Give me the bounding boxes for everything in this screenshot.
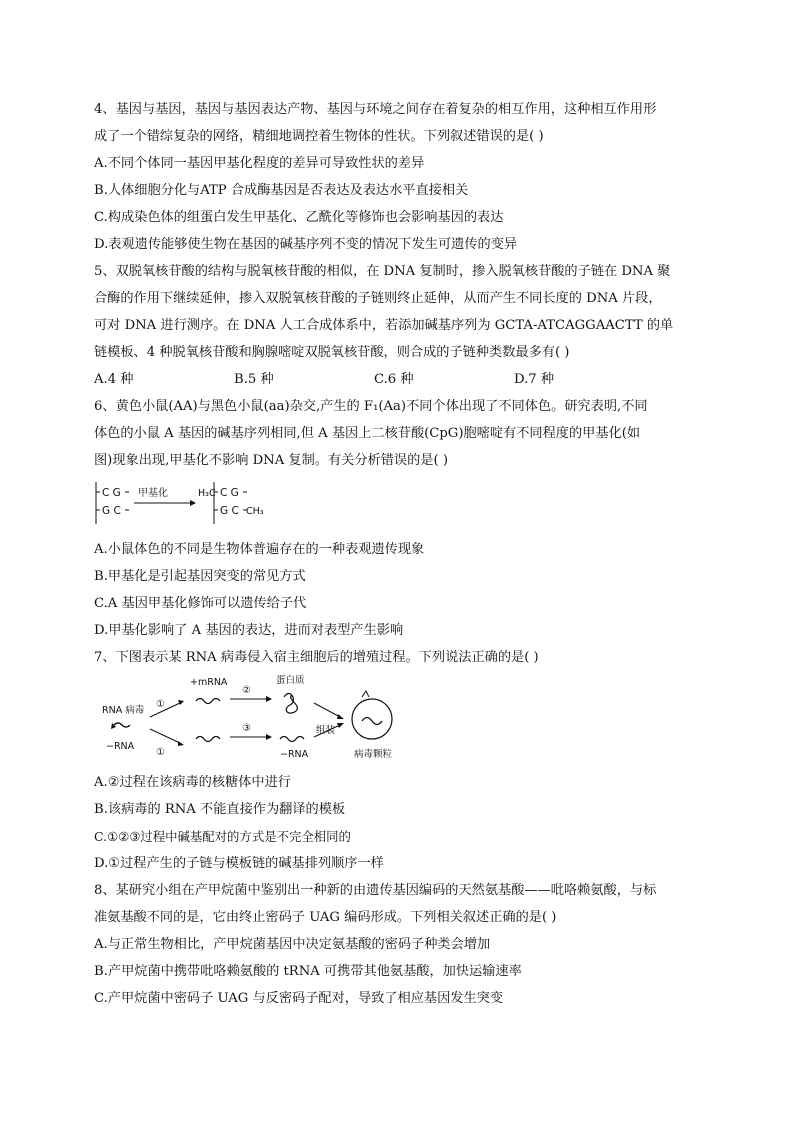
arrow-head: [190, 500, 196, 506]
q7-option-d: D.①过程产生的子链与模板链的碱基排列顺序一样: [94, 856, 384, 871]
step-2: ②: [242, 685, 251, 696]
q7-option-a: A.②过程在该病毒的核糖体中进行: [94, 775, 291, 790]
q4-stem-line1: 4、基因与基因，基因与基因表达产物、基因与环境之间存在着复杂的相互作用，这种相互作用形: [94, 102, 657, 117]
minus-rna-strand-right: [280, 737, 304, 742]
step-1-top: ①: [156, 699, 165, 710]
q6-option-b: B.甲基化是引起基因突变的常见方式: [94, 569, 306, 584]
rna-virus-figure: [100, 673, 410, 765]
q5-option-a: A.4 种: [94, 372, 134, 387]
q7-option-b: B.该病毒的 RNA 不能直接作为翻译的模板: [94, 802, 346, 817]
q6-stem-line3: 图)现象出现,甲基化不影响 DNA 复制。有关分析错误的是( ): [94, 453, 448, 468]
q4-option-d: D.表观遗传能够使生物在基因的碱基序列不变的情况下发生可遗传的变异: [94, 237, 518, 252]
right-bottom-pair: G C: [220, 505, 239, 517]
q4-stem-line2: 成了一个错综复杂的网络，精细地调控着生物体的性状。下列叙述错误的是( ): [94, 129, 544, 144]
virion-envelope-mark: [362, 691, 369, 697]
q5-stem-line3: 可对 DNA 进行测序。在 DNA 人工合成体系中，若添加碱基序列为 GCTA-ATCAGGAACTT 的单: [94, 318, 674, 333]
q5-stem-line2: 合酶的作用下继续延伸，掺入双脱氧核苷酸的子链则终止延伸，从而产生不同长度的 DNA 片段，: [94, 291, 662, 306]
q7-option-c: C.①②③过程中碱基配对的方式是不完全相同的: [94, 829, 351, 844]
ch3-top-label: H₃C: [198, 488, 216, 499]
q8-stem-line2: 准氨基酸不同的是，它由终止密码子 UAG 编码形成。下列相关叙述正确的是( ): [94, 910, 557, 925]
q6-stem-line2: 体色的小鼠 A 基因的碱基序列相同,但 A 基因上二核苷酸(CpG)胞嘧啶有不同程度的甲基化(如: [94, 426, 641, 441]
minus-rna-strand-mid: [196, 737, 220, 742]
q5-option-d: D.7 种: [514, 372, 555, 387]
arrow-label: 甲基化: [138, 488, 168, 499]
left-bottom-pair: G C: [102, 505, 121, 517]
virion-genome: [362, 718, 382, 725]
q6-option-c: C.A 基因甲基化修饰可以遗传给子代: [94, 596, 307, 611]
q6-option-d: D.甲基化影响了 A 基因的表达，进而对表型产生影响: [94, 623, 404, 638]
q7-stem: 7、下图表示某 RNA 病毒侵入宿主细胞后的增殖过程。下列说法正确的是( ): [94, 650, 539, 665]
exam-page: [94, 96, 704, 1012]
rna-virus-label: RNA 病毒: [102, 705, 145, 716]
q4-option-a: A.不同个体同一基因甲基化程度的差异可导致性状的差异: [94, 156, 425, 171]
q4-option-b: B.人体细胞分化与ATP 合成酶基因是否表达及表达水平直接相关: [94, 183, 469, 198]
virion-capsid: [352, 699, 392, 739]
q8-option-c: C.产甲烷菌中密码子 UAG 与反密码子配对，导致了相应基因发生突变: [94, 991, 504, 1006]
q8-stem-line1: 8、某研究小组在产甲烷菌中鉴别出一种新的由遗传基因编码的天然氨基酸——吡咯赖氨酸，与标: [94, 883, 657, 898]
assemble-label: 组装: [316, 725, 336, 736]
q5-option-c: C.6 种: [374, 372, 414, 387]
q6-option-a: A.小鼠体色的不同是生物体普遍存在的一种表观遗传现象: [94, 542, 425, 557]
minus-rna-left-label: −RNA: [106, 741, 135, 752]
minus-rna-right-label: −RNA: [280, 749, 309, 760]
q5-option-b: B.5 种: [234, 372, 274, 387]
step-1-bottom: ①: [156, 747, 165, 758]
ch3-bottom-label: CH₃: [246, 506, 264, 517]
q6-stem-line1: 6、黄色小鼠(AA)与黑色小鼠(aa)杂交,产生的 F₁(Aa)不同个体出现了不同体色。研究表明,不同: [94, 399, 648, 414]
q4-option-c: C.构成染色体的组蛋白发生甲基化、乙酰化等修饰也会影响基因的表达: [94, 210, 504, 225]
right-top-pair: C G: [220, 487, 239, 499]
step-3: ③: [242, 723, 251, 734]
q5-stem-line4: 链模板、4 种脱氧核苷酸和胸腺嘧啶双脱氧核苷酸，则合成的子链种类数最多有( ): [94, 345, 570, 360]
q8-option-a: A.与正常生物相比，产甲烷菌基因中决定氨基酸的密码子种类会增加: [94, 937, 491, 952]
protein-shape: [284, 693, 297, 713]
q8-option-b: B.产甲烷菌中携带吡咯赖氨酸的 tRNA 可携带其他氨基酸，加快运输速率: [94, 964, 522, 979]
plus-mrna-label: +mRNA: [190, 677, 228, 688]
q5-stem-line1: 5、双脱氧核苷酸的结构与脱氧核苷酸的相似，在 DNA 复制时，掺入脱氧核苷酸的子链在 DNA 聚: [94, 264, 671, 279]
virion-label: 病毒颗粒: [354, 749, 393, 760]
left-top-pair: C G: [102, 487, 121, 499]
plus-mrna-strand: [196, 699, 220, 704]
protein-label: 蛋白质: [276, 675, 305, 686]
q5-options: [94, 366, 704, 393]
virus-rna-strand: [114, 723, 130, 727]
methylation-figure: [94, 478, 294, 530]
